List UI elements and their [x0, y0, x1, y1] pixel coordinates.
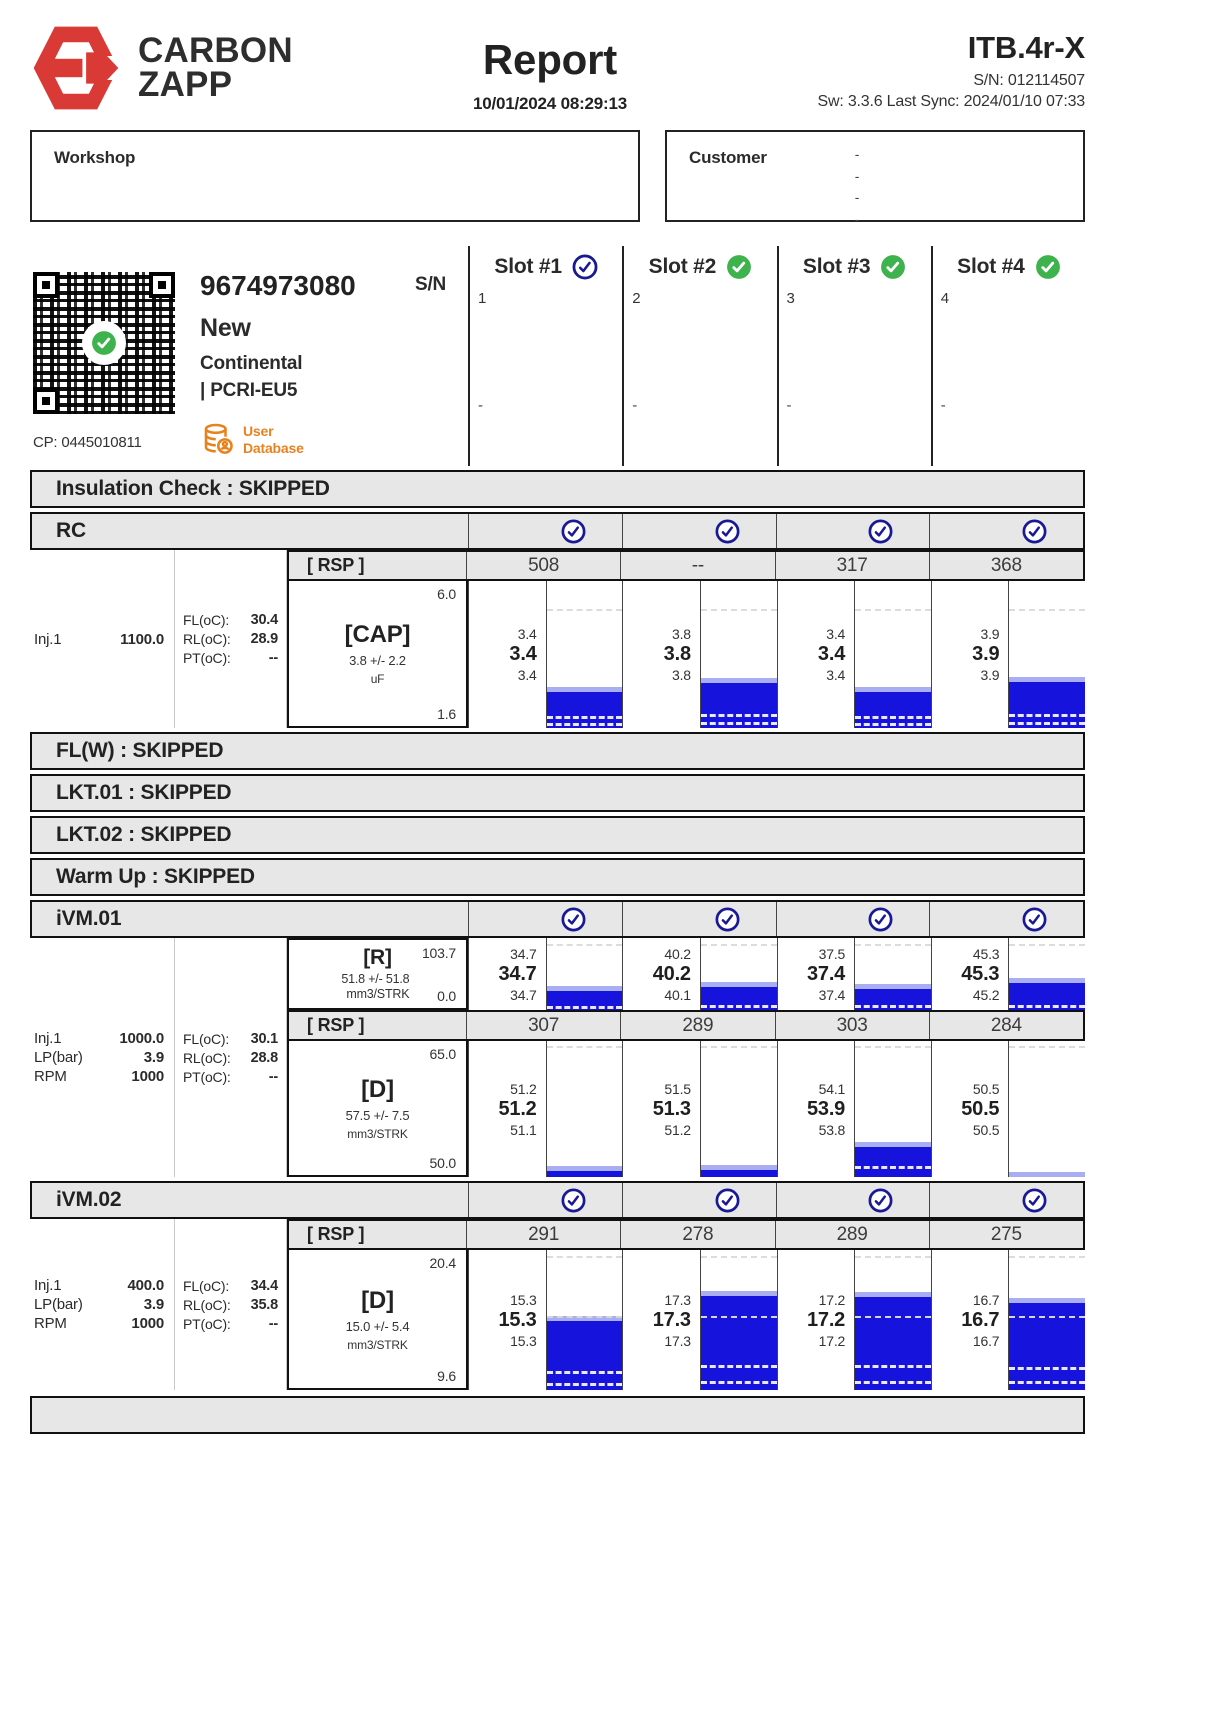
- user-database-label-1: User: [243, 423, 274, 440]
- ivm02-slot-4-status: [929, 1183, 1083, 1217]
- ivm01-d-parameter-box: [287, 1041, 468, 1177]
- brand-line1: CARBON: [138, 31, 293, 71]
- temp-label: FL(oC):: [183, 1030, 230, 1047]
- value-post: 51.1: [510, 1121, 537, 1138]
- parameter-unit: mm3/STRK: [346, 987, 410, 1002]
- ivm02-rsp-slot-3: 289: [775, 1221, 929, 1248]
- rc-bar-chart-slot-4: [1008, 581, 1085, 728]
- rsp-label: [ RSP ]: [307, 1015, 365, 1035]
- ivm02-d-bar-chart-slot-2: [700, 1250, 777, 1390]
- rc-rsp-strip: [287, 550, 1085, 581]
- ivm01-r-parameter-box: [287, 938, 468, 1010]
- value-pre: 45.3: [972, 945, 1000, 962]
- section-rc-header: [30, 512, 1085, 550]
- party-row: [30, 130, 1085, 228]
- component-condition: New: [200, 314, 251, 342]
- slot-1-number: 1: [478, 290, 487, 307]
- cond-value: 1000: [131, 1315, 164, 1332]
- section-ivm01-header: [30, 900, 1085, 938]
- check-outline-icon: [1022, 907, 1047, 932]
- temp-value: 30.4: [250, 612, 278, 628]
- value-post: 51.2: [664, 1121, 691, 1138]
- brand-name: [138, 31, 293, 104]
- section-warmup: Warm Up : SKIPPED: [30, 858, 1085, 896]
- check-outline-icon: [561, 519, 586, 544]
- component-info: [30, 246, 468, 466]
- check-outline-icon: [572, 254, 598, 280]
- value-avg: 34.7: [498, 962, 537, 985]
- temp-value: 35.8: [250, 1296, 278, 1313]
- ivm02-slot-1-status: [468, 1183, 622, 1217]
- cond-label: LP(bar): [34, 1296, 83, 1313]
- slot-4-note: -: [940, 397, 946, 414]
- slot-3-cell: [777, 246, 931, 466]
- ivm01-rsp-slot-1: 307: [466, 1012, 620, 1039]
- value-pre: 51.5: [664, 1080, 691, 1097]
- slot-2-label: Slot #2: [648, 255, 717, 278]
- value-post: 34.7: [510, 986, 537, 1003]
- rc-rsp-slot-1: 508: [466, 552, 620, 579]
- ivm01-r-result-slot-4: [931, 938, 1085, 1010]
- ivm02-d-result-slot-4: [931, 1250, 1085, 1390]
- cond-label: Inj.1: [34, 1277, 62, 1294]
- parameter-name: [R]: [363, 946, 392, 969]
- ivm01-d-bar-chart-slot-4: [1008, 1041, 1085, 1177]
- temp-label: PT(oC):: [183, 1315, 231, 1332]
- check-outline-icon: [715, 519, 740, 544]
- rc-slot-2-status: [622, 514, 776, 548]
- parameter-name: [D]: [361, 1075, 394, 1103]
- database-icon: [200, 422, 236, 458]
- ivm01-r-bar-chart-slot-2: [700, 938, 777, 1010]
- ivm02-d-bar-chart-slot-4: [1008, 1250, 1085, 1390]
- cond-value: 3.9: [143, 1296, 164, 1313]
- rc-conditions: [30, 550, 175, 728]
- value-avg: 50.5: [961, 1097, 1000, 1120]
- ivm01-temperatures: [175, 938, 287, 1177]
- ivm02-title: iVM.02: [56, 1188, 122, 1211]
- rc-bar-chart-slot-1: [546, 581, 623, 728]
- check-green-icon: [880, 254, 906, 280]
- ivm02-d-bar-chart-slot-1: [546, 1250, 623, 1390]
- temp-label: PT(oC):: [183, 650, 231, 666]
- sn-label: S/N: [415, 274, 447, 295]
- temp-value: 30.1: [250, 1030, 278, 1047]
- temp-value: 28.9: [250, 631, 278, 647]
- scale-max: 6.0: [437, 586, 456, 602]
- customer-line: -: [854, 211, 860, 228]
- value-pre: 17.2: [818, 1291, 846, 1308]
- parameter-name: [D]: [361, 1286, 394, 1314]
- ivm02-measurement-row: [30, 1219, 1085, 1390]
- value-pre: 34.7: [510, 945, 537, 962]
- report-title-block: [360, 22, 740, 114]
- scale-min: 50.0: [429, 1155, 456, 1171]
- value-avg: 15.3: [498, 1308, 537, 1331]
- value-pre: 51.2: [510, 1080, 537, 1097]
- workshop-box: [30, 130, 640, 222]
- scale-min: 1.6: [437, 706, 456, 722]
- carbon-zapp-hexagon-icon: [30, 22, 122, 114]
- value-post: 16.7: [972, 1332, 1000, 1349]
- qr-finder-icon: [33, 272, 59, 298]
- cond-label: LP(bar): [34, 1049, 83, 1066]
- brand-line2: ZAPP: [138, 65, 233, 104]
- check-outline-icon: [561, 1188, 586, 1213]
- value-post: 3.9: [980, 667, 1000, 683]
- user-database-badge: [200, 422, 304, 458]
- customer-line: -: [854, 146, 860, 162]
- user-database-label-2: Database: [243, 440, 304, 456]
- value-pre: 37.5: [818, 945, 846, 962]
- value-avg: 3.4: [509, 643, 537, 665]
- value-avg: 37.4: [806, 962, 846, 985]
- rc-title: RC: [56, 519, 86, 542]
- parameter-unit: uF: [370, 672, 385, 686]
- ivm02-temperatures: [175, 1219, 287, 1390]
- ivm01-d-result-slot-1: [468, 1041, 622, 1177]
- cond-value: 1000: [131, 1068, 164, 1085]
- device-model: ITB.4r-X: [967, 30, 1085, 65]
- parameter-tolerance: 3.8 +/- 2.2: [349, 653, 406, 668]
- value-avg: 17.2: [806, 1308, 846, 1331]
- cond-value: 1000.0: [119, 1030, 164, 1047]
- section-insulation-check: Insulation Check : SKIPPED: [30, 470, 1085, 508]
- customer-details: [854, 144, 860, 228]
- temp-label: PT(oC):: [183, 1068, 231, 1085]
- ivm02-slot-3-status: [776, 1183, 930, 1217]
- value-post: 3.4: [826, 667, 846, 683]
- value-pre: 15.3: [510, 1291, 537, 1308]
- ivm01-conditions: [30, 938, 175, 1177]
- scale-max: 20.4: [429, 1255, 456, 1271]
- check-green-icon: [726, 254, 752, 280]
- check-outline-icon: [715, 1188, 740, 1213]
- ivm01-r-bar-chart-slot-1: [546, 938, 623, 1010]
- parameter-unit: mm3/STRK: [347, 1337, 408, 1352]
- value-avg: 3.9: [972, 643, 1000, 665]
- rc-result-slot-4: [931, 581, 1085, 728]
- ivm01-slot-2-status: [622, 902, 776, 936]
- section-ivm02-header: [30, 1181, 1085, 1219]
- component-identification-row: [30, 246, 1085, 466]
- slot-3-note: -: [786, 397, 792, 414]
- qr-finder-icon: [149, 272, 175, 298]
- value-pre: 54.1: [818, 1080, 846, 1097]
- value-avg: 53.9: [806, 1097, 846, 1120]
- rc-bar-chart-slot-3: [854, 581, 931, 728]
- value-post: 15.3: [510, 1332, 537, 1349]
- component-serial: 9674973080: [200, 270, 356, 301]
- parameter-unit: mm3/STRK: [347, 1126, 408, 1141]
- ivm02-rsp-strip: [287, 1219, 1085, 1250]
- ivm02-rsp-slot-4: 275: [929, 1221, 1083, 1248]
- customer-label: Customer: [689, 148, 767, 167]
- ivm01-d-bar-chart-slot-2: [700, 1041, 777, 1177]
- ivm01-d-bar-chart-slot-3: [854, 1041, 931, 1177]
- ivm02-d-result-slot-3: [777, 1250, 931, 1390]
- temp-value: --: [268, 650, 278, 666]
- ivm01-rsp-strip: [287, 1010, 1085, 1041]
- ivm01-d-result-slot-3: [777, 1041, 931, 1177]
- temp-value: 34.4: [250, 1277, 278, 1294]
- value-avg: 51.3: [652, 1097, 691, 1120]
- slot-4-cell: [931, 246, 1085, 466]
- value-pre: 3.4: [826, 626, 846, 642]
- ivm01-measurement-row: [30, 938, 1085, 1177]
- carbon-zapp-logo: [30, 22, 360, 114]
- report-header: [30, 0, 1085, 114]
- value-pre: 3.8: [672, 626, 691, 642]
- ivm01-title: iVM.01: [56, 907, 122, 930]
- rc-rsp-slot-3: 317: [775, 552, 929, 579]
- value-pre: 3.9: [980, 626, 1000, 642]
- check-outline-icon: [715, 907, 740, 932]
- scale-min: 0.0: [437, 988, 456, 1004]
- check-outline-icon: [1022, 1188, 1047, 1213]
- parameter-tolerance: 57.5 +/- 7.5: [345, 1107, 410, 1123]
- value-avg: 3.8: [663, 643, 691, 665]
- rc-inj-label: Inj.1: [34, 630, 62, 648]
- component-type: | PCRI-EU5: [200, 380, 298, 401]
- ivm02-rsp-slot-2: 278: [620, 1221, 774, 1248]
- rc-rsp-slot-2: --: [620, 552, 774, 579]
- ivm01-slot-4-status: [929, 902, 1083, 936]
- workshop-label: Workshop: [54, 148, 136, 167]
- value-post: 53.8: [818, 1121, 846, 1138]
- footer-bar: [30, 1396, 1085, 1434]
- qr-code: [33, 272, 175, 414]
- cond-value: 3.9: [143, 1049, 164, 1066]
- parameter-tolerance: 51.8 +/- 51.8: [341, 971, 410, 986]
- check-outline-icon: [1022, 519, 1047, 544]
- cond-label: RPM: [34, 1068, 67, 1085]
- temp-value: --: [268, 1315, 278, 1332]
- device-sw-sync: Sw: 3.3.6 Last Sync: 2024/01/10 07:33: [817, 93, 1085, 110]
- ivm02-slot-2-status: [622, 1183, 776, 1217]
- value-pre: 3.4: [517, 626, 537, 642]
- slot-4-label: Slot #4: [957, 255, 1025, 278]
- rc-slot-4-status: [929, 514, 1083, 548]
- value-post: 40.1: [664, 986, 691, 1003]
- rc-rsp-slot-4: 368: [929, 552, 1083, 579]
- cond-label: Inj.1: [34, 1030, 62, 1047]
- rc-slot-1-status: [468, 514, 622, 548]
- value-avg: 40.2: [652, 962, 691, 985]
- slot-2-cell: [622, 246, 776, 466]
- ivm02-d-parameter-box: [287, 1250, 468, 1390]
- value-pre: 16.7: [972, 1291, 1000, 1308]
- slot-3-label: Slot #3: [802, 255, 871, 278]
- rsp-label: [ RSP ]: [307, 1224, 365, 1244]
- device-serial: S/N: 012114507: [973, 72, 1085, 89]
- rc-cap-parameter-box: [287, 581, 468, 728]
- slot-2-number: 2: [632, 290, 641, 307]
- ivm02-d-bar-chart-slot-3: [854, 1250, 931, 1390]
- value-pre: 50.5: [972, 1080, 1000, 1097]
- customer-line: -: [854, 189, 860, 206]
- rc-result-slot-1: [468, 581, 622, 728]
- value-avg: 45.3: [961, 962, 1000, 985]
- scale-max: 65.0: [429, 1046, 456, 1062]
- section-flw: FL(W) : SKIPPED: [30, 732, 1085, 770]
- qr-verified-check-icon: [82, 321, 126, 365]
- scale-min: 9.6: [437, 1368, 456, 1384]
- device-info: [740, 22, 1085, 111]
- report-datetime: 10/01/2024 08:29:13: [472, 94, 628, 113]
- value-post: 17.3: [664, 1332, 691, 1349]
- ivm01-rsp-slot-2: 289: [620, 1012, 774, 1039]
- value-pre: 40.2: [664, 945, 691, 962]
- section-lkt01: LKT.01 : SKIPPED: [30, 774, 1085, 812]
- value-post: 3.8: [672, 667, 691, 683]
- ivm01-r-bar-chart-slot-4: [1008, 938, 1085, 1010]
- value-post: 37.4: [818, 986, 846, 1003]
- slot-1-note: -: [478, 397, 483, 414]
- check-outline-icon: [868, 519, 893, 544]
- qr-finder-icon: [33, 388, 59, 414]
- component-cp-number: CP: 0445010811: [33, 434, 142, 451]
- ivm01-slot-3-status: [776, 902, 930, 936]
- value-avg: 51.2: [498, 1097, 537, 1120]
- temp-label: RL(oC):: [183, 631, 231, 647]
- check-green-icon: [1035, 254, 1061, 280]
- rc-result-slot-3: [777, 581, 931, 728]
- cond-value: 400.0: [127, 1277, 164, 1294]
- slot-4-number: 4: [940, 290, 949, 307]
- value-pre: 17.3: [664, 1291, 691, 1308]
- ivm01-r-bar-chart-slot-3: [854, 938, 931, 1010]
- ivm01-slot-1-status: [468, 902, 622, 936]
- ivm01-rsp-slot-4: 284: [929, 1012, 1083, 1039]
- rc-measurement-row: [30, 550, 1085, 728]
- parameter-tolerance: 15.0 +/- 5.4: [345, 1318, 410, 1334]
- ivm02-d-result-slot-1: [468, 1250, 622, 1390]
- ivm01-d-result-slot-2: [622, 1041, 776, 1177]
- temp-label: RL(oC):: [183, 1296, 231, 1313]
- slot-3-number: 3: [786, 290, 795, 307]
- cond-label: RPM: [34, 1315, 67, 1332]
- temp-label: FL(oC):: [183, 612, 230, 628]
- value-post: 3.4: [517, 667, 537, 683]
- section-lkt02: LKT.02 : SKIPPED: [30, 816, 1085, 854]
- value-avg: 16.7: [961, 1308, 1000, 1331]
- slot-1-cell: [468, 246, 622, 466]
- value-post: 45.2: [972, 986, 1000, 1003]
- ivm02-d-result-slot-2: [622, 1250, 776, 1390]
- rc-temperatures: [175, 550, 287, 728]
- ivm01-r-result-slot-2: [622, 938, 776, 1010]
- ivm01-d-result-slot-4: [931, 1041, 1085, 1177]
- rc-inj-value: 1100.0: [120, 630, 164, 648]
- component-brand: Continental: [200, 353, 303, 374]
- rc-slot-3-status: [776, 514, 930, 548]
- customer-line: -: [854, 167, 860, 184]
- rsp-label: [ RSP ]: [307, 555, 365, 575]
- value-post: 50.5: [972, 1121, 1000, 1138]
- temp-value: --: [268, 1068, 278, 1085]
- slot-1-label: Slot #1: [494, 255, 562, 278]
- temp-label: FL(oC):: [183, 1277, 230, 1294]
- slot-2-note: -: [632, 397, 638, 414]
- ivm01-r-result-slot-1: [468, 938, 622, 1010]
- parameter-name: [CAP]: [344, 621, 411, 648]
- ivm02-rsp-slot-1: 291: [466, 1221, 620, 1248]
- value-avg: 17.3: [652, 1308, 691, 1331]
- temp-label: RL(oC):: [183, 1049, 231, 1066]
- check-outline-icon: [868, 907, 893, 932]
- check-outline-icon: [561, 907, 586, 932]
- rc-result-slot-2: [622, 581, 776, 728]
- value-avg: 3.4: [817, 643, 846, 665]
- ivm02-conditions: [30, 1219, 175, 1390]
- scale-max: 103.7: [421, 945, 456, 961]
- ivm01-rsp-slot-3: 303: [775, 1012, 929, 1039]
- check-outline-icon: [868, 1188, 893, 1213]
- temp-value: 28.8: [250, 1049, 278, 1066]
- customer-box: [665, 130, 1085, 228]
- value-post: 17.2: [818, 1332, 846, 1349]
- rc-bar-chart-slot-2: [700, 581, 777, 728]
- page-title: Report: [482, 36, 618, 83]
- ivm01-d-bar-chart-slot-1: [546, 1041, 623, 1177]
- ivm01-r-result-slot-3: [777, 938, 931, 1010]
